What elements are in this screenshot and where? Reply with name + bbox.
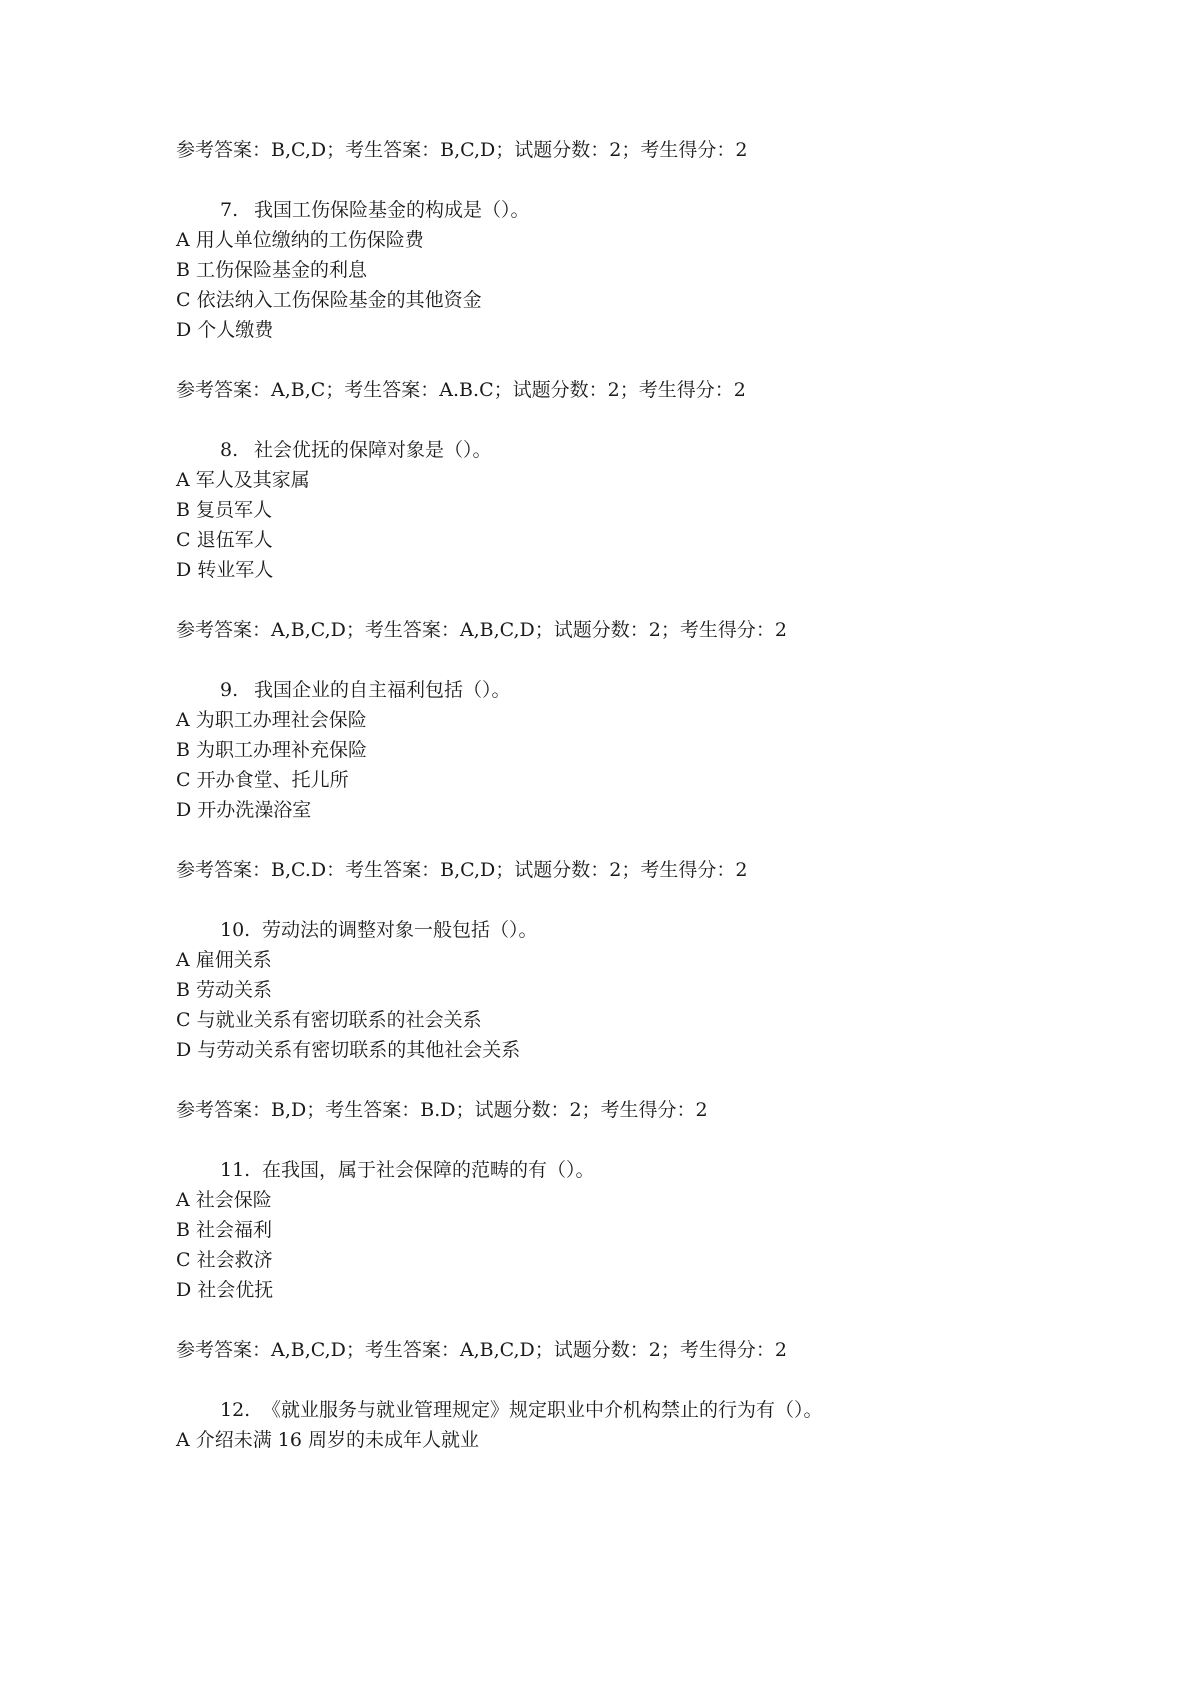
question-text: 社会优抚的保障对象是（）。 — [254, 439, 492, 461]
option-c: C 开办食堂、托儿所 — [176, 769, 349, 791]
option-b: B 为职工办理补充保险 — [176, 739, 368, 761]
option-d: D 开办洗澡浴室 — [176, 799, 312, 821]
option-a: A 介绍未满 16 周岁的未成年人就业 — [176, 1429, 480, 1451]
option-d: D 转业军人 — [176, 559, 274, 581]
question-8 — [220, 438, 492, 462]
answer-line: 参考答案：B,D；考生答案：B.D；试题分数：2；考生得分：2 — [176, 1099, 708, 1121]
option-c: C 退伍军人 — [176, 529, 273, 551]
option-c: C 社会救济 — [176, 1249, 273, 1271]
option-d: D 与劳动关系有密切联系的其他社会关系 — [176, 1039, 521, 1061]
answer-line: 参考答案：A,B,C,D；考生答案：A,B,C,D；试题分数：2；考生得分：2 — [176, 619, 787, 641]
answer-line: 参考答案：A,B,C；考生答案：A.B.C；试题分数：2；考生得分：2 — [176, 379, 746, 401]
question-number: 7. — [220, 199, 239, 221]
option-a: A 雇佣关系 — [176, 949, 272, 971]
question-text: 《就业服务与就业管理规定》规定职业中介机构禁止的行为有（）。 — [262, 1399, 823, 1421]
answer-line: 参考答案：B,C,D；考生答案：B,C,D；试题分数：2；考生得分：2 — [176, 139, 748, 161]
question-number: 10. — [220, 919, 251, 941]
option-a: A 用人单位缴纳的工伤保险费 — [176, 229, 424, 251]
question-9 — [220, 678, 511, 702]
option-c: C 依法纳入工伤保险基金的其他资金 — [176, 289, 482, 311]
question-text: 在我国，属于社会保障的范畴的有（）。 — [262, 1159, 595, 1181]
question-text: 劳动法的调整对象一般包括（）。 — [262, 919, 538, 941]
question-10 — [220, 918, 538, 942]
option-b: B 劳动关系 — [176, 979, 273, 1001]
question-number: 11. — [220, 1159, 251, 1181]
question-12 — [220, 1398, 823, 1422]
question-7 — [220, 198, 530, 222]
option-d: D 社会优抚 — [176, 1279, 274, 1301]
question-number: 9. — [220, 679, 239, 701]
answer-line: 参考答案：A,B,C,D；考生答案：A,B,C,D；试题分数：2；考生得分：2 — [176, 1339, 787, 1361]
option-b: B 工伤保险基金的利息 — [176, 259, 368, 281]
question-text: 我国企业的自主福利包括（）。 — [254, 679, 511, 701]
question-number: 8. — [220, 439, 239, 461]
question-text: 我国工伤保险基金的构成是（）。 — [254, 199, 530, 221]
answer-line: 参考答案：B,C.D：考生答案：B,C,D；试题分数：2；考生得分：2 — [176, 859, 748, 881]
option-c: C 与就业关系有密切联系的社会关系 — [176, 1009, 482, 1031]
option-b: B 社会福利 — [176, 1219, 273, 1241]
question-11 — [220, 1158, 595, 1182]
option-a: A 为职工办理社会保险 — [176, 709, 367, 731]
question-number: 12. — [220, 1399, 251, 1421]
option-b: B 复员军人 — [176, 499, 273, 521]
option-d: D 个人缴费 — [176, 319, 274, 341]
option-a: A 社会保险 — [176, 1189, 272, 1211]
option-a: A 军人及其家属 — [176, 469, 310, 491]
